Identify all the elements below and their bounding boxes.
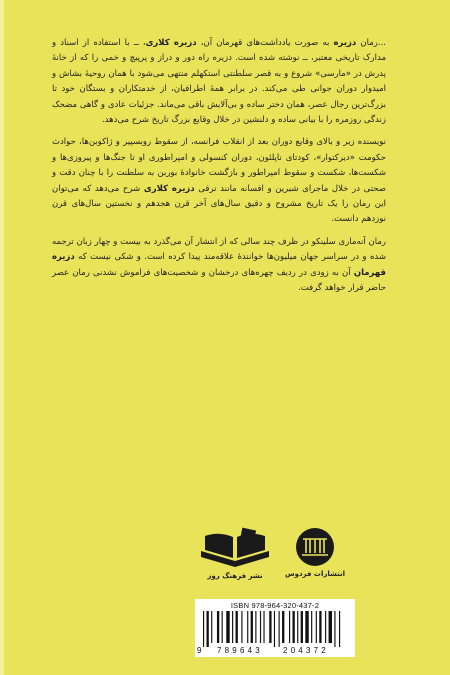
barcode-bar [279,611,280,647]
barcode-bar [217,611,219,643]
blurb-run: همهٔ اطرافیان، از خدمتکاران و بستگان خود تا بزرگ‌ترین رجال [52,84,386,110]
barcode-bar [282,611,284,643]
publisher-rooz-name: نشر فرهنگ روز [207,572,263,580]
barcode-bar [289,611,290,643]
barcode-bar [305,611,308,643]
blurb-run: نویسنده زیر و بالای وقایع دوران بعد از انقلاب فرانسه، از [181,137,386,148]
barcode-bar [293,611,295,643]
barcode-bar [207,611,209,647]
blurb-run: نخستین سال‌های قرن نوزدهم دانست. [52,199,386,225]
spine-edge [0,0,4,675]
blurb-run: با همان روحیهٔ بشاش و امیدوار دوران جوانی طی می‌کند. در برابر [52,68,386,95]
blurb-paragraph [52,36,386,128]
barcode-bar [232,611,233,643]
barcode-bar [334,611,335,647]
blurb-run: ...رمان [356,38,387,48]
blurb-run: خلال وقایع بزرگ تاریخ شرح می‌دهد. [101,115,230,126]
blurb-run: میلیون‌ها خوانندهٔ علاقه‌مند پیدا کرده است. و شکی نیست که [78,252,297,263]
blurb-run: رمان آنه‌ماری سلینکو در ظرف چند سالی که از انتشار آن [184,236,386,247]
blurb-run: پیروزی‌ها و شکست‌ها، شکست و سقوط امپراطور و بازگشت خانوادهٔ [52,152,387,179]
blurb-run: سقوط روبسپیر و ژاکوبن‌ها، حوادث حکومت «دیرکتوار»، [52,137,386,163]
barcode-digit-first: 9 [197,646,202,655]
barcode-bar [263,611,264,643]
barcode-bar [269,611,271,643]
blurb-emphasis: دزیره قهرمان [52,252,386,278]
blurb-run: شیرین و افسانه مانند ترقی [194,183,299,194]
blurb-run: پدرش در «مارسی» شروع و به قصر سلطنتی استکهلم منتهی می‌شود [137,68,387,79]
barcode-bar [222,611,223,643]
barcode-label [195,599,355,657]
barcode-bar [325,611,326,643]
blurb-emphasis: دزیره [333,38,357,48]
publisher-ferdows-name: انتشارات فردوس [284,570,346,578]
blurb-emphasis: دزیره [173,38,197,48]
blurb-run: آن به زودی در ردیف چهره‌های درخشان و [201,267,354,278]
barcode-digits-right: 204372 [283,646,329,655]
blurb-run: ، ــ با استفاده از اسناد و مدارک تاریخی معتبر، ــ [52,38,386,64]
blurb-emphasis: دزیره کلاری [143,183,195,194]
barcode-digits-left: 789643 [217,646,263,655]
barcode-bar [297,611,298,643]
barcode-bars-icon [203,611,347,647]
blurb-run: نوشته شده است. دزیره راه دور و دراز و پرپیچ و خمی را که از خانهٔ [52,53,300,64]
blurb-run: عصر، همان دختر ساده و بی‌آلایش باقی می‌ماند. جزئیات عادی [107,99,328,110]
barcode-bar [255,611,256,643]
blurb-run: این رمان را یک تاریخ مشروح و دقیق سال‌های آخر قرن هجدهم و [137,199,387,210]
blurb-run: به صورت یادداشت‌های قهرمان آن، [196,38,334,48]
barcode-bar [274,611,275,647]
barcode-bar [226,611,229,643]
barcode-bar [339,611,340,647]
barcode-bar [203,611,204,647]
barcode-bar [211,611,212,643]
barcode-bar [241,611,242,643]
barcode-bar [301,611,303,643]
blurb-run: می‌گذرد به بیست و چهار زبان ترجمه شده و در سراسر جهان [52,236,386,263]
barcode-bar [311,611,312,643]
blurb-run: شخصیت‌های فراموش نشدنی رمان عصر حاضر قرار خواهد گرفت. [52,267,386,294]
barcode-bar [329,611,332,643]
blurb-paragraph [52,235,386,297]
barcode-bar [316,611,317,643]
isbn-number: ISBN 978-964-320-437-2 [230,601,320,610]
blurb-run: کودتای ناپلئون، دوران کنسولی و امپراطوری او تا جنگ‌ها و [95,152,310,163]
publisher-ferdows [275,527,355,578]
blurb-text [52,36,386,299]
publisher-rooz [192,527,278,580]
blurb-emphasis: کلاری [145,38,170,48]
blurb-paragraph [52,135,386,227]
blurb-run: و گاهی مضحک زندگی روزمره را با بیانی ساده و دلنشین در [52,99,386,126]
blurb-run: بوربن به سلطنت را با چنان دقت و صحتی در خلال ماجرای [52,168,386,194]
barcode-bar [319,611,321,643]
barcode-bar [251,611,253,643]
barcode-bar [236,611,238,643]
open-book-logo-icon [197,527,273,571]
ferdows-tree-logo-icon [295,527,335,567]
barcode-bar [247,611,248,643]
barcode-bar [260,611,261,643]
blurb-run: شرح می‌دهد که می‌توان [52,183,144,194]
